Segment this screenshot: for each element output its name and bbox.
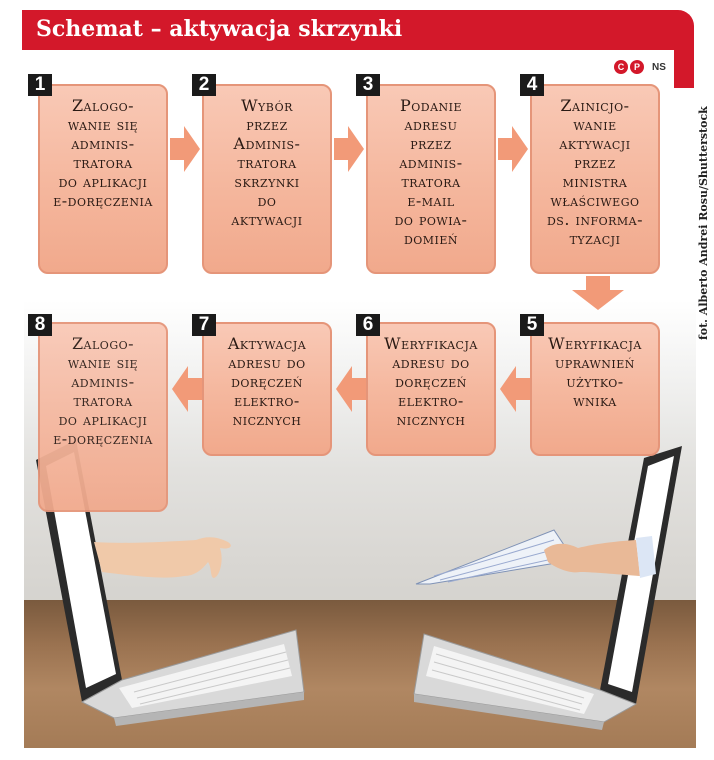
- photo-credit: fot. Alberto Andrei Rosu/Shutterstock: [697, 106, 710, 340]
- arrow-right-icon: [498, 126, 528, 172]
- step-6-number: 6: [356, 314, 380, 336]
- arrow-left-icon: [172, 366, 202, 412]
- copyright-icon: C: [614, 60, 628, 74]
- step-3-text: Podanie adresu przez adminis- tratora e-mail do powia- domień: [394, 96, 468, 248]
- step-7-number: 7: [192, 314, 216, 336]
- arrow-right-icon: [334, 126, 364, 172]
- arrow-right-icon: [170, 126, 200, 172]
- copyright-marks: [614, 60, 666, 74]
- step-1-text: Zalogo- wanie się adminis- tratora do aplikacji e-doręczenia: [53, 96, 153, 210]
- title-bar-tail: [674, 48, 694, 88]
- arrow-down-icon: [572, 276, 624, 310]
- step-4-text: Zainicjo- wanie aktywacji przez ministra właściwego ds. informa- tyzacji: [546, 96, 644, 248]
- step-6-box: [366, 322, 496, 456]
- step-2-number: 2: [192, 74, 216, 96]
- step-1-box: [38, 84, 168, 274]
- protected-icon: P: [630, 60, 644, 74]
- author-initials: NS: [652, 61, 666, 73]
- step-4-number: 4: [520, 74, 544, 96]
- step-8-box: [38, 322, 168, 512]
- page-title: Schemat – aktywacja skrzynki: [36, 16, 403, 42]
- step-7-text: Aktywacja adresu do doręczeń elektro- nicznych: [227, 334, 307, 429]
- step-4-box: [530, 84, 660, 274]
- step-8-number: 8: [28, 314, 52, 336]
- right-laptop-illustration: [404, 438, 694, 730]
- step-8-text: Zalogo- wanie się adminis- tratora do aplikacji e-doręczenia: [53, 334, 153, 448]
- step-3-number: 3: [356, 74, 380, 96]
- step-2-text: Wybór przez Adminis- tratora skrzynki do aktywacji: [231, 96, 303, 229]
- step-3-box: [366, 84, 496, 274]
- step-7-box: [202, 322, 332, 456]
- title-bar: [22, 10, 694, 50]
- step-5-box: [530, 322, 660, 456]
- step-2-box: [202, 84, 332, 274]
- step-5-text: Weryfikacja uprawnień użytko- wnika: [548, 334, 642, 410]
- step-5-number: 5: [520, 314, 544, 336]
- step-6-text: Weryfikacja adresu do doręczeń elektro- nicznych: [384, 334, 478, 429]
- arrow-left-icon: [336, 366, 366, 412]
- arrow-left-icon: [500, 366, 530, 412]
- step-1-number: 1: [28, 74, 52, 96]
